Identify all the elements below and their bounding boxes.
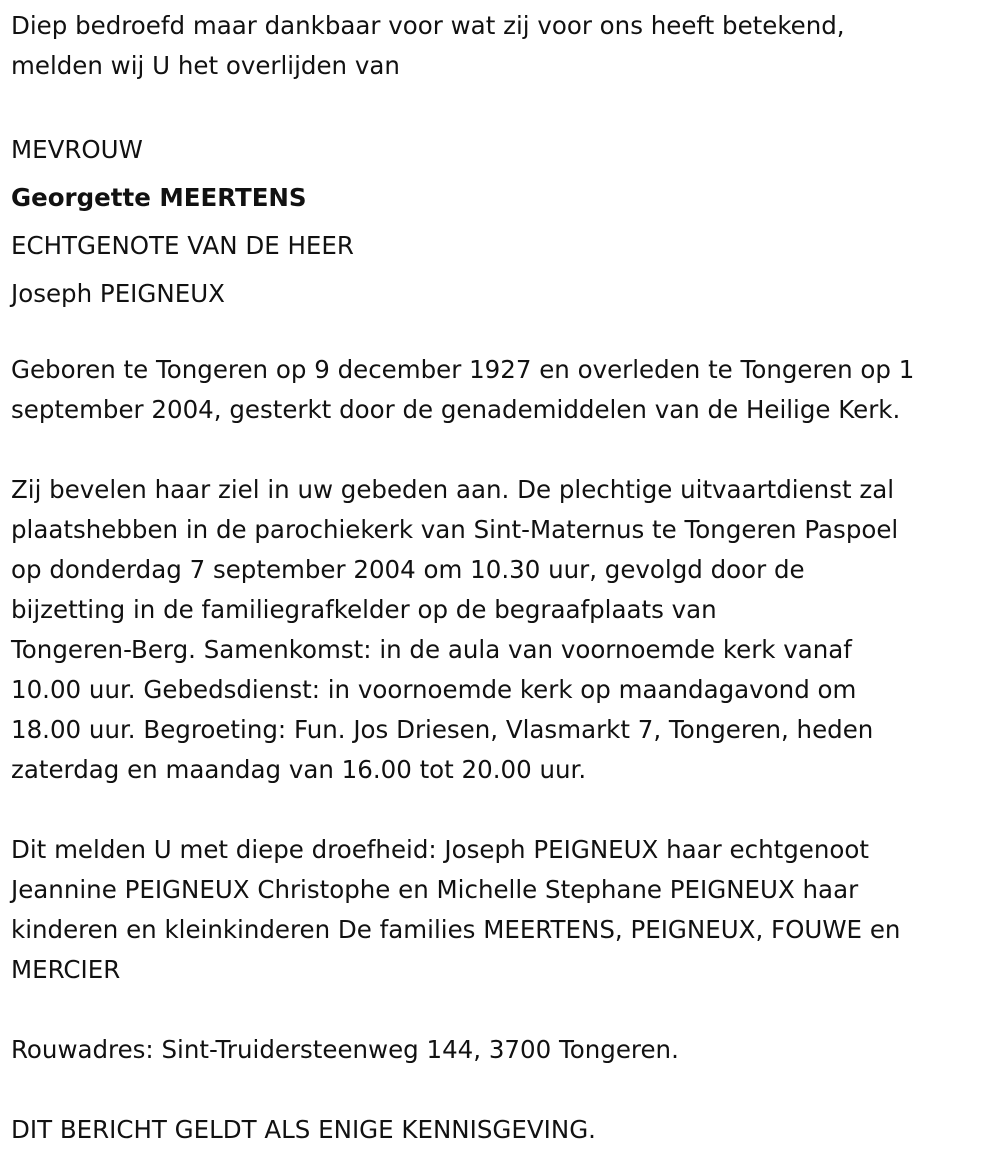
birth-death-line: Geboren te Tongeren op 9 december 1927 en overleden te Tongeren op 1 (11, 355, 915, 384)
service-paragraph (11, 470, 992, 790)
intro-line: Diep bedroefd maar dankbaar voor wat zij voor ons heeft betekend, (11, 11, 845, 40)
spouse-name: Joseph PEIGNEUX (11, 279, 225, 308)
service-line: bijzetting in de familiegrafkelder op de begraafplaats van (11, 595, 717, 624)
intro-line: melden wij U het overlijden van (11, 51, 400, 80)
family-line: Jeannine PEIGNEUX Christophe en Michelle Stephane PEIGNEUX haar (11, 875, 859, 904)
intro-paragraph (11, 6, 992, 86)
birth-death-line: september 2004, gesterkt door de genademiddelen van de Heilige Kerk. (11, 395, 901, 424)
service-line: 10.00 uur. Gebedsdienst: in voornoemde kerk op maandagavond om (11, 675, 857, 704)
birth-death-paragraph (11, 350, 992, 430)
mourning-address: Rouwadres: Sint-Truidersteenweg 144, 3700 Tongeren. (11, 1035, 679, 1064)
service-line: op donderdag 7 september 2004 om 10.30 uur, gevolgd door de (11, 555, 805, 584)
deceased-block (11, 126, 992, 318)
closing-paragraph (11, 1110, 992, 1150)
family-line: Dit melden U met diepe droefheid: Joseph PEIGNEUX haar echtgenoot (11, 835, 869, 864)
family-line: MERCIER (11, 955, 121, 984)
service-line: Tongeren-Berg. Samenkomst: in de aula van voornoemde kerk vanaf (11, 635, 852, 664)
service-line: 18.00 uur. Begroeting: Fun. Jos Driesen, Vlasmarkt 7, Tongeren, heden (11, 715, 874, 744)
relation-label: ECHTGENOTE VAN DE HEER (11, 231, 354, 260)
service-line: plaatshebben in de parochiekerk van Sint-Maternus te Tongeren Paspoel (11, 515, 899, 544)
deceased-name: Georgette MEERTENS (11, 183, 307, 212)
service-line: zaterdag en maandag van 16.00 tot 20.00 uur. (11, 755, 587, 784)
closing-statement: DIT BERICHT GELDT ALS ENIGE KENNISGEVING. (11, 1115, 596, 1144)
family-line: kinderen en kleinkinderen De families MEERTENS, PEIGNEUX, FOUWE en (11, 915, 901, 944)
service-line: Zij bevelen haar ziel in uw gebeden aan. De plechtige uitvaartdienst zal (11, 475, 895, 504)
family-paragraph (11, 830, 992, 990)
address-paragraph (11, 1030, 992, 1070)
deceased-title: MEVROUW (11, 135, 143, 164)
